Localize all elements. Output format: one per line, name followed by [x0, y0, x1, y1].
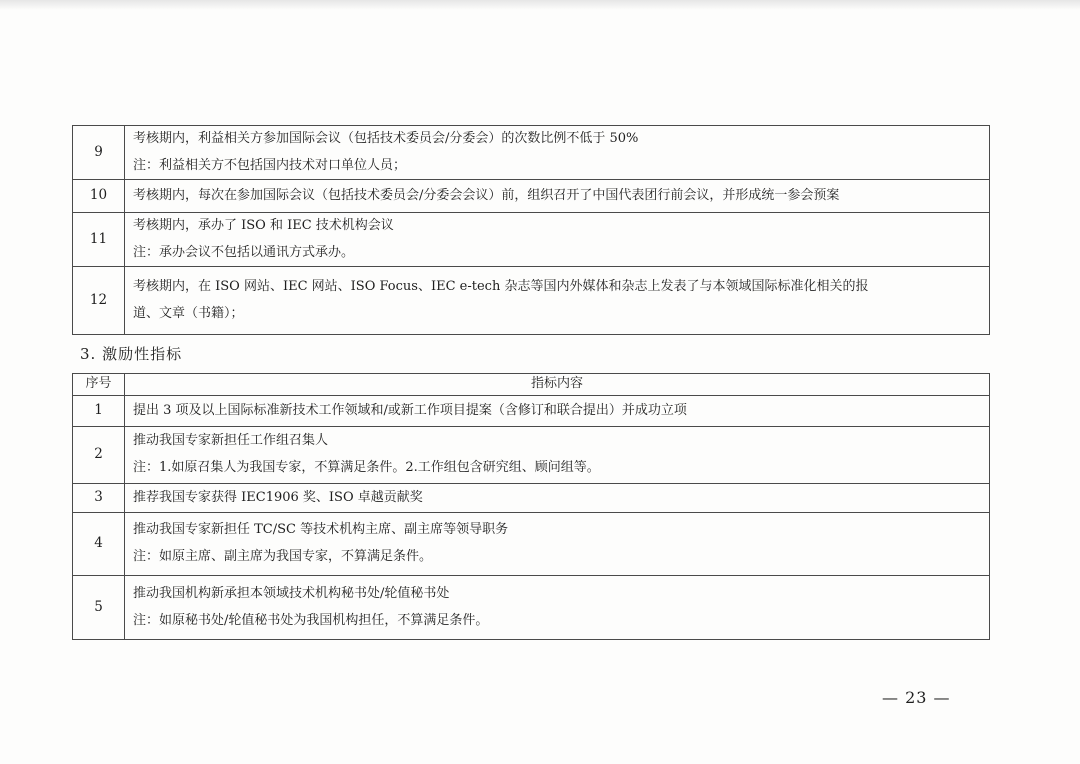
row-text-line: 推动我国专家新担任 TC/SC 等技术机构主席、副主席等领导职务 — [133, 522, 509, 538]
row-text-line: 考核期内，每次在参加国际会议（包括技术委员会/分委会会议）前，组织召开了中国代表团行前会议，并形成统一参会预案 — [133, 187, 840, 203]
row-number: 5 — [73, 576, 125, 640]
table-header-row — [73, 374, 990, 396]
row-text-line: 道、文章（书籍）； — [133, 305, 244, 321]
row-number: 10 — [73, 180, 125, 213]
table-row — [73, 427, 990, 484]
row-text-line: 考核期内，利益相关方参加国际会议（包括技术委员会/分委会）的次数比例不低于 50% — [133, 130, 639, 146]
row-number: 1 — [73, 396, 125, 427]
page-number: — 23 — — [882, 688, 951, 707]
incentive-indicators-table — [72, 373, 990, 640]
row-number: 2 — [73, 427, 125, 484]
row-note-line: 注：1.如原召集人为我国专家，不算满足条件。2.工作组包含研究组、顾问组等。 — [133, 460, 600, 475]
header-indicator-content: 指标内容 — [125, 374, 990, 396]
row-content — [125, 213, 990, 267]
table-row — [73, 213, 990, 267]
row-note-line: 注：如原秘书处/轮值秘书处为我国机构担任，不算满足条件。 — [133, 612, 489, 628]
row-content — [125, 576, 990, 640]
row-note-line: 注：利益相关方不包括国内技术对口单位人员； — [133, 157, 407, 173]
table-row — [73, 513, 990, 576]
row-number: 9 — [73, 126, 125, 180]
row-content — [125, 396, 990, 427]
row-content — [125, 180, 990, 213]
row-number: 11 — [73, 213, 125, 267]
row-text-line: 提出 3 项及以上国际标准新技术工作领域和/或新工作项目提案（含修订和联合提出）并成功立项 — [133, 402, 687, 418]
row-content — [125, 427, 990, 484]
row-note-line: 注：如原主席、副主席为我国专家，不算满足条件。 — [133, 549, 433, 564]
row-text-line: 推动我国机构新承担本领域技术机构秘书处/轮值秘书处 — [133, 585, 450, 601]
section-heading: 3. 激励性指标 — [80, 345, 183, 363]
row-content — [125, 267, 990, 335]
mandatory-indicators-table-continued — [72, 125, 990, 335]
row-content — [125, 484, 990, 513]
table-row — [73, 126, 990, 180]
row-text-line: 推动我国专家新担任工作组召集人 — [133, 433, 329, 449]
row-content — [125, 513, 990, 576]
row-text-line: 推荐我国专家获得 IEC1906 奖、ISO 卓越贡献奖 — [133, 489, 423, 505]
row-text-line: 考核期内，承办了 ISO 和 IEC 技术机构会议 — [133, 217, 394, 233]
row-number: 12 — [73, 267, 125, 335]
scan-edge-shadow — [0, 0, 1080, 10]
table-row — [73, 396, 990, 427]
row-note-line: 注：承办会议不包括以通讯方式承办。 — [133, 244, 355, 260]
header-serial-number: 序号 — [73, 374, 125, 396]
table-row — [73, 484, 990, 513]
table-row — [73, 180, 990, 213]
row-content — [125, 126, 990, 180]
table-row — [73, 576, 990, 640]
row-number: 3 — [73, 484, 125, 513]
table-row — [73, 267, 990, 335]
row-text-line: 考核期内，在 ISO 网站、IEC 网站、ISO Focus、IEC e-tech 杂志等国内外媒体和杂志上发表了与本领域国际标准化相关的报 — [133, 278, 869, 294]
row-number: 4 — [73, 513, 125, 576]
